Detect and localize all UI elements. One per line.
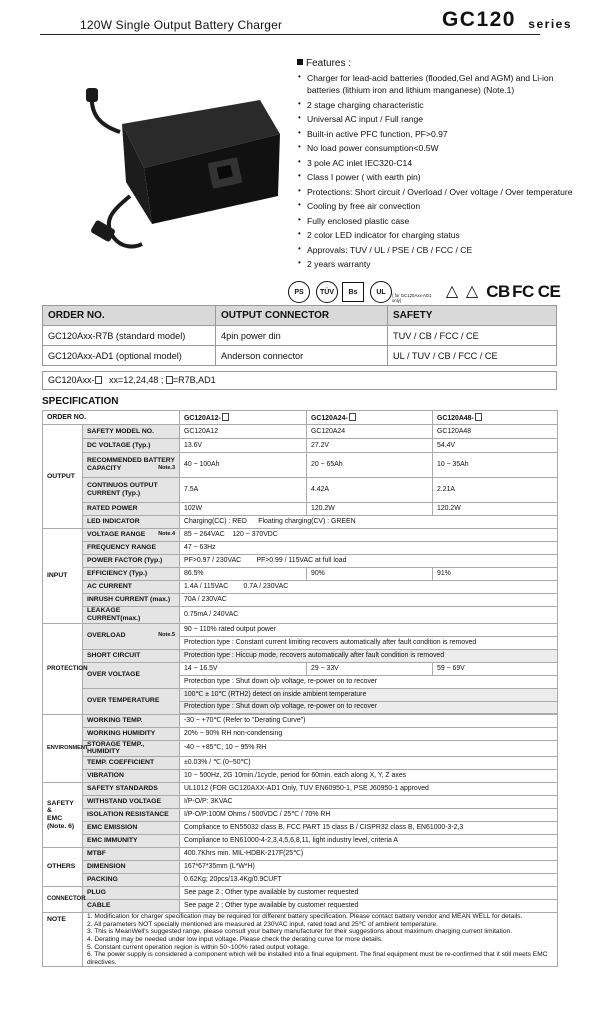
spec-value: 2.21A: [433, 478, 558, 503]
features-panel: [297, 57, 587, 273]
model-header: [307, 411, 433, 425]
spec-value: 14 ~ 16.5V: [180, 662, 307, 675]
order-cell: GC120Axx-AD1 (optional model): [43, 346, 216, 366]
group-label-line: EMC: [47, 815, 63, 823]
features-heading: [297, 57, 587, 71]
spec-value-part: Floating charging(CV) : GREEN: [258, 518, 356, 526]
spec-value-part: 85 ~ 264VAC: [184, 531, 225, 539]
group-others: OTHERS: [43, 848, 83, 887]
spec-row: [43, 688, 558, 701]
pse-mark-icon: PS: [288, 281, 310, 303]
spec-value: Protection type : Shut down o/p voltage, re-power on to recover: [180, 701, 558, 713]
spec-row: [43, 740, 558, 757]
model-name: GC120A12-: [184, 414, 221, 422]
spec-item: SAFETY MODEL NO.: [83, 425, 180, 439]
spec-value: 7.5A: [180, 478, 307, 503]
spec-item: SAFETY STANDARDS: [83, 783, 180, 796]
order-header-row: [43, 306, 557, 326]
order-note-prefix: GC120Axx-: [48, 375, 95, 385]
spec-value: GC120A12: [180, 425, 307, 439]
spec-item: PACKING: [83, 874, 180, 887]
spec-value: 40 ~ 100Ah: [180, 453, 307, 478]
group-environment: ENVIRONMENT: [43, 714, 83, 783]
spec-row: [43, 555, 558, 568]
warning-triangle-icon: △: [445, 283, 459, 300]
spec-value: I/P-O/P: 3KVAC: [180, 796, 558, 809]
spec-item: DIMENSION: [83, 861, 180, 874]
spec-item: FREQUENCY RANGE: [83, 542, 180, 555]
order-cell: 4pin power din: [216, 326, 388, 346]
spec-value: 20 ~ 65Ah: [307, 453, 433, 478]
order-cell: GC120Axx-R7B (standard model): [43, 326, 216, 346]
cb-scheme-icon: Bs: [342, 282, 364, 302]
spec-row: [43, 594, 558, 607]
group-label-line: SAFETY &: [47, 799, 74, 815]
recycle-triangle-icon: △: [465, 283, 479, 300]
ce-mark: CE: [537, 282, 561, 301]
order-header-cell: ORDER NO.: [43, 306, 216, 326]
spec-item: SHORT CIRCUIT: [83, 649, 180, 662]
spec-row: [43, 425, 558, 439]
spec-item: VIBRATION: [83, 770, 180, 783]
spec-row: [43, 568, 558, 581]
spec-value: ±0.03% / ℃ (0~50℃): [180, 757, 558, 770]
ul-mark-icon: UL: [370, 281, 392, 303]
spec-item: [83, 478, 180, 503]
feature-item: • Charger for lead-acid batteries (flooded,Gel and AGM) and Li-ion batteries (lithium iron and lithium manganese) (Note.1): [297, 72, 587, 96]
spec-row: [43, 623, 558, 636]
spec-value-part: 0.7A / 230VAC: [243, 583, 289, 591]
spec-value: [180, 555, 558, 568]
spec-value: UL1012 (FOR GC120AXX-AD1 Only, TUV EN60950-1, PSE J60950-1 approved: [180, 783, 558, 796]
spec-value: 100℃ ± 10℃ (RTH2) detect on inside ambient temperature: [180, 688, 558, 701]
placeholder-box-icon: [166, 376, 173, 384]
spec-value: 400.7Khrs min. MIL-HDBK-217F(25℃): [180, 848, 558, 861]
spec-row: [43, 581, 558, 594]
spec-value: See page 2 ; Other type available by customer requested: [180, 900, 558, 913]
spec-item-line: VOLTAGE RANGE: [87, 531, 146, 539]
spec-value: 29 ~ 33V: [307, 662, 433, 675]
spec-row: [43, 516, 558, 529]
feature-item: • Class I power ( with earth pin): [297, 171, 587, 183]
spec-item: PLUG: [83, 887, 180, 900]
spec-item: DC VOLTAGE (Typ.): [83, 439, 180, 453]
group-protection: PROTECTION: [43, 623, 83, 714]
spec-value: Compliance to EN55032 class B, FCC PART 15 class B / CISPR32 class B, EN61000-3-2,3: [180, 822, 558, 835]
product-photo: [82, 86, 282, 256]
fcc-mark: FC: [512, 282, 534, 301]
spec-value: 54.4V: [433, 439, 558, 453]
spec-item: RATED POWER: [83, 503, 180, 516]
spec-value: Protection type : Hiccup mode, recovers automatically after fault condition is removed: [180, 649, 558, 662]
header-series: series: [528, 17, 572, 31]
datasheet-header: [0, 0, 600, 36]
spec-value: -40 ~ +85℃, 10 ~ 95% RH: [180, 740, 558, 757]
group-output: OUTPUT: [43, 425, 83, 529]
spec-row: [43, 529, 558, 542]
spec-item: OVER VOLTAGE: [83, 662, 180, 688]
spec-row: [43, 900, 558, 913]
spec-item: [83, 623, 180, 649]
spec-row: [43, 822, 558, 835]
feature-item: • No load power consumption<0.5W: [297, 142, 587, 154]
spec-item-line: OVERLOAD: [87, 632, 126, 640]
spec-item-line: CURRENT (Typ.): [87, 490, 141, 497]
spec-item: EMC IMMUNITY: [83, 835, 180, 848]
spec-item: TEMP. COEFFICIENT: [83, 757, 180, 770]
spec-item: EFFICIENCY (Typ.): [83, 568, 180, 581]
spec-item: CABLE: [83, 900, 180, 913]
spec-value: 90 ~ 110% rated output power: [180, 623, 558, 636]
features-title: Features :: [306, 58, 352, 69]
feature-item: • Protections: Short circuit / Overload / Over voltage / Over temperature: [297, 186, 587, 198]
spec-value-part: 120 ~ 370VDC: [232, 531, 278, 539]
group-note: NOTE: [43, 913, 83, 967]
spec-row: [43, 503, 558, 516]
spec-row: [43, 478, 558, 503]
spec-value: 86.5%: [180, 568, 307, 581]
spec-value: I/P-O/P:100M Ohms / 500VDC / 25℃ / 70% RH: [180, 809, 558, 822]
note-line: 2. All parameters NOT specially mentioned are measured at 230VAC input, rated load and 25℃ of ambient temperature.: [87, 920, 438, 928]
spec-item-line: RECOMMENDED BATTERY: [87, 457, 175, 465]
spec-row: [43, 887, 558, 900]
spec-value: 167*67*35mm (L*W*H): [180, 861, 558, 874]
feature-item: • 2 years warranty: [297, 258, 587, 270]
group-input: INPUT: [43, 529, 83, 624]
spec-value: -30 ~ +70℃ (Refer to "Derating Curve"): [180, 714, 558, 727]
spec-item: ISOLATION RESISTANCE: [83, 809, 180, 822]
spec-item-line: CAPACITY: [87, 465, 122, 472]
model-name: GC120A48-: [437, 414, 474, 422]
spec-value: [180, 516, 558, 529]
feature-item: • 2 stage charging characteristic: [297, 99, 587, 111]
group-safety-emc: [43, 783, 83, 848]
spec-row: [43, 796, 558, 809]
spec-value: [180, 581, 558, 594]
spec-value: See page 2 ; Other type available by customer requested: [180, 887, 558, 900]
spec-value: 120.2W: [433, 503, 558, 516]
spec-item: STORAGE TEMP., HUMIDITY: [83, 740, 180, 757]
spec-value-part: PF>0.97 / 230VAC: [184, 557, 242, 565]
spec-row: [43, 607, 558, 624]
note-ref: Note.4: [158, 531, 175, 538]
spec-row: [43, 453, 558, 478]
order-row: [43, 326, 557, 346]
spec-item: AC CURRENT: [83, 581, 180, 594]
placeholder-box-icon: [222, 413, 229, 421]
spec-item-line: CONTINUOS OUTPUT: [87, 482, 158, 490]
spec-value: 120.2W: [307, 503, 433, 516]
group-connector: CONNECTOR: [43, 887, 83, 913]
spec-value: 10 ~ 500Hz, 2G 10min./1cycle, period for 60min. each along X, Y, Z axes: [180, 770, 558, 783]
spec-value: Protection type : Shut down o/p voltage, re-power on to recover: [180, 675, 558, 688]
spec-item: POWER FACTOR (Typ.): [83, 555, 180, 568]
group-label-line: (Note. 6): [47, 823, 75, 831]
spec-value: 0.75mA / 240VAC: [180, 607, 558, 624]
spec-value-part: PF>0.99 / 115VAC at full load: [256, 557, 347, 565]
feature-item: • Universal AC input / Full range: [297, 113, 587, 125]
spec-value: 20% ~ 90% RH non-condensing: [180, 727, 558, 740]
spec-value: 59 ~ 69V: [433, 662, 558, 675]
placeholder-box-icon: [349, 413, 356, 421]
spec-value: GC120A24: [307, 425, 433, 439]
spec-item: WORKING TEMP.: [83, 714, 180, 727]
note-line: 5. Constant current operation region is within 50~100% rated output voltage.: [87, 943, 310, 951]
notes-block: [83, 913, 558, 967]
features-list: [297, 72, 587, 270]
spec-item: [83, 529, 180, 542]
spec-value: 0.62Kg; 20pcs/13.4Kg/0.9CUFT: [180, 874, 558, 887]
spec-item: OVER TEMPERATURE: [83, 688, 180, 714]
spec-value: 4.42A: [307, 478, 433, 503]
spec-item: WORKING HUMIDITY: [83, 727, 180, 740]
order-table: [42, 305, 557, 366]
spec-item: LEAKAGE CURRENT(max.): [83, 607, 180, 624]
feature-item: • Cooling by free air convection: [297, 200, 587, 212]
spec-header-row: [43, 411, 558, 425]
spec-value-part: 1.4A / 115VAC: [184, 583, 229, 591]
spec-value: Compliance to EN61000-4-2,3,4,5,6,8,11, light industry level, criteria A: [180, 835, 558, 848]
spec-row: [43, 835, 558, 848]
spec-row: [43, 770, 558, 783]
spec-row: [43, 874, 558, 887]
header-title: 120W Single Output Battery Charger: [80, 18, 283, 32]
spec-row: [43, 662, 558, 675]
tuv-mark-icon: TÜV: [316, 281, 338, 303]
spec-item: MTBF: [83, 848, 180, 861]
spec-row: [43, 861, 558, 874]
feature-item: • 3 pole AC inlet IEC320-C14: [297, 157, 587, 169]
spec-item: [83, 453, 180, 478]
model-name: GC120A24-: [311, 414, 348, 422]
spec-item: LED INDICATOR: [83, 516, 180, 529]
spec-value: 91%: [433, 568, 558, 581]
note-line: 1. Modification for charger specification may be required for different battery specification. Please contact battery vendor and MEAN WELL for details.: [87, 913, 523, 921]
order-cell: Anderson connector: [216, 346, 388, 366]
spec-row: [43, 714, 558, 727]
header-divider: [40, 34, 540, 35]
placeholder-box-icon: [95, 376, 102, 384]
spec-row: [43, 783, 558, 796]
order-code-note: [42, 371, 557, 390]
note-line: 3. This is MeanWell's suggested range, please consult your battery manufacturer for their suggestions about maximum charging current limitation.: [87, 928, 513, 936]
order-no-label: ORDER NO.: [43, 411, 180, 425]
order-note-suffix: =R7B,AD1: [172, 375, 216, 385]
spec-row: [43, 439, 558, 453]
spec-row: [43, 649, 558, 662]
ul-note: ( for GC120Axx-AD1 only): [392, 293, 432, 303]
spec-value: 47 ~ 63Hz: [180, 542, 558, 555]
spec-note-row: [43, 913, 558, 967]
spec-row: [43, 542, 558, 555]
order-cell: UL / TUV / CB / FCC / CE: [388, 346, 557, 366]
certification-marks: [288, 279, 588, 305]
spec-row: [43, 848, 558, 861]
spec-value: 10 ~ 35Ah: [433, 453, 558, 478]
order-header-cell: SAFETY: [388, 306, 557, 326]
order-row: [43, 346, 557, 366]
feature-item: • Approvals: TUV / UL / PSE / CB / FCC / CE: [297, 244, 587, 256]
note-line: 4. Derating may be needed under low input voltage. Please check the derating curve for more details.: [87, 935, 383, 943]
spec-table: [42, 410, 558, 967]
order-cell: TUV / CB / FCC / CE: [388, 326, 557, 346]
spec-value: 90%: [307, 568, 433, 581]
order-header-cell: OUTPUT CONNECTOR: [216, 306, 388, 326]
cb-mark: CB: [486, 282, 510, 301]
spec-row: [43, 809, 558, 822]
note-line: 6. The power supply is considered a component which will be installed into a final equipment. The final equipment must be re-confirmed that it still meets EMC directives.: [87, 951, 548, 966]
model-header: [180, 411, 307, 425]
spec-row: [43, 727, 558, 740]
note-ref: Note.3: [158, 465, 175, 471]
spec-value: 13.6V: [180, 439, 307, 453]
model-header: [433, 411, 558, 425]
spec-value: 102W: [180, 503, 307, 516]
placeholder-box-icon: [475, 413, 482, 421]
spec-item: INRUSH CURRENT (max.): [83, 594, 180, 607]
spec-value: 27.2V: [307, 439, 433, 453]
note-ref: Note.5: [158, 632, 175, 639]
spec-row: [43, 757, 558, 770]
feature-item: • Built-in active PFC function, PF>0.97: [297, 128, 587, 140]
spec-value: 70A / 230VAC: [180, 594, 558, 607]
spec-item: EMC EMISSION: [83, 822, 180, 835]
header-model: GC120: [441, 8, 516, 31]
spec-value: GC120A48: [433, 425, 558, 439]
spec-title: SPECIFICATION: [42, 396, 119, 407]
feature-item: • 2 color LED indicator for charging status: [297, 229, 587, 241]
feature-item: • Fully enclosed plastic case: [297, 215, 587, 227]
spec-item: WITHSTAND VOLTAGE: [83, 796, 180, 809]
spec-value: Protection type : Constant current limiting recovers automatically after fault condition is removed: [180, 636, 558, 649]
spec-value: [180, 529, 558, 542]
spec-value-part: Charging(CC) : RED: [184, 518, 247, 526]
order-note-mid: xx=12,24,48 ;: [109, 375, 164, 385]
